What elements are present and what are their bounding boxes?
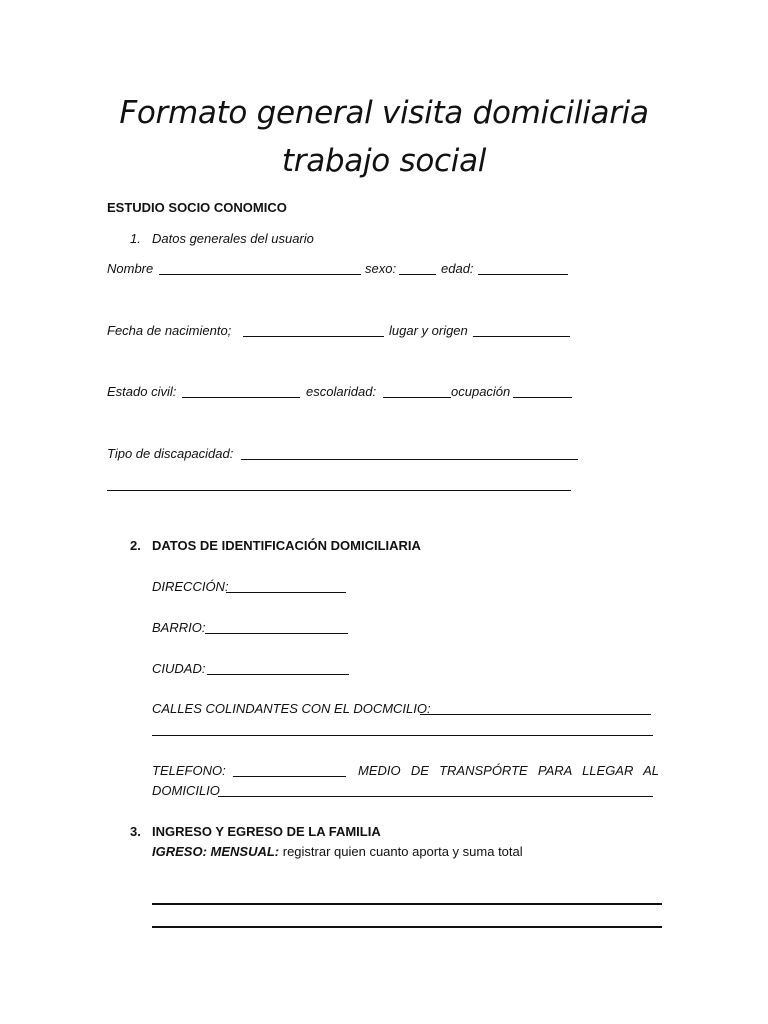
medio-transporte-field[interactable] <box>218 796 653 797</box>
sexo-field[interactable] <box>399 274 436 275</box>
discapacidad-field-continued[interactable] <box>107 490 571 491</box>
calles-colindantes-field[interactable] <box>420 714 651 715</box>
section-2-title: DATOS DE IDENTIFICACIÓN DOMICILIARIA <box>152 538 421 553</box>
section-1-number: 1. <box>130 231 141 246</box>
section-3-title: INGRESO Y EGRESO DE LA FAMILIA <box>152 824 381 839</box>
estado-civil-label: Estado civil: <box>107 384 177 399</box>
ingreso-mensual-label: IGRESO: MENSUAL: <box>152 844 280 859</box>
lugar-origen-label: lugar y origen <box>389 323 468 338</box>
calles-colindantes-field-continued[interactable] <box>152 735 653 736</box>
estado-civil-field[interactable] <box>182 397 300 398</box>
barrio-label: BARRIO: <box>152 620 206 635</box>
section-heading: ESTUDIO SOCIO CONOMICO <box>107 200 287 215</box>
nombre-field[interactable] <box>159 274 361 275</box>
section-2-number: 2. <box>130 538 141 553</box>
barrio-field[interactable] <box>205 633 348 634</box>
edad-label: edad: <box>441 261 474 276</box>
ingreso-description: registrar quien cuanto aporta y suma total <box>279 844 523 859</box>
escolaridad-label: escolaridad: <box>306 384 377 399</box>
ingreso-field-line-2[interactable] <box>152 926 662 928</box>
ocupacion-field[interactable] <box>513 397 572 398</box>
sexo-label: sexo: <box>365 261 397 276</box>
domicilio-label: DOMICILIO <box>152 783 220 798</box>
section-1-title: Datos generales del usuario <box>152 231 314 246</box>
fecha-nacimiento-field[interactable] <box>243 336 384 337</box>
ciudad-field[interactable] <box>207 674 349 675</box>
discapacidad-label: Tipo de discapacidad: <box>107 446 234 461</box>
ingreso-field-line-1[interactable] <box>152 903 662 905</box>
title-line-2: trabajo social <box>281 143 487 179</box>
title-line-1: Formato general visita domiciliaria <box>119 95 649 131</box>
lugar-origen-field[interactable] <box>473 336 570 337</box>
nombre-label: Nombre <box>107 261 154 276</box>
section-3-number: 3. <box>130 824 141 839</box>
ingreso-line <box>152 844 523 859</box>
escolaridad-field[interactable] <box>383 397 451 398</box>
fecha-nacimiento-label: Fecha de nacimiento; <box>107 323 232 338</box>
ciudad-label: CIUDAD: <box>152 661 206 676</box>
telefono-label: TELEFONO: <box>152 763 226 778</box>
direccion-field[interactable] <box>226 592 346 593</box>
calles-colindantes-label: CALLES COLINDANTES CON EL DOCMCILIO: <box>152 701 431 716</box>
ocupacion-label: ocupación <box>451 384 511 399</box>
telefono-field[interactable] <box>233 776 346 777</box>
discapacidad-field[interactable] <box>241 459 578 460</box>
medio-transporte-label: MEDIO DE TRANSPÓRTE PARA LLEGAR AL <box>358 763 659 778</box>
direccion-label: DIRECCIÓN: <box>152 579 229 594</box>
edad-field[interactable] <box>478 274 568 275</box>
